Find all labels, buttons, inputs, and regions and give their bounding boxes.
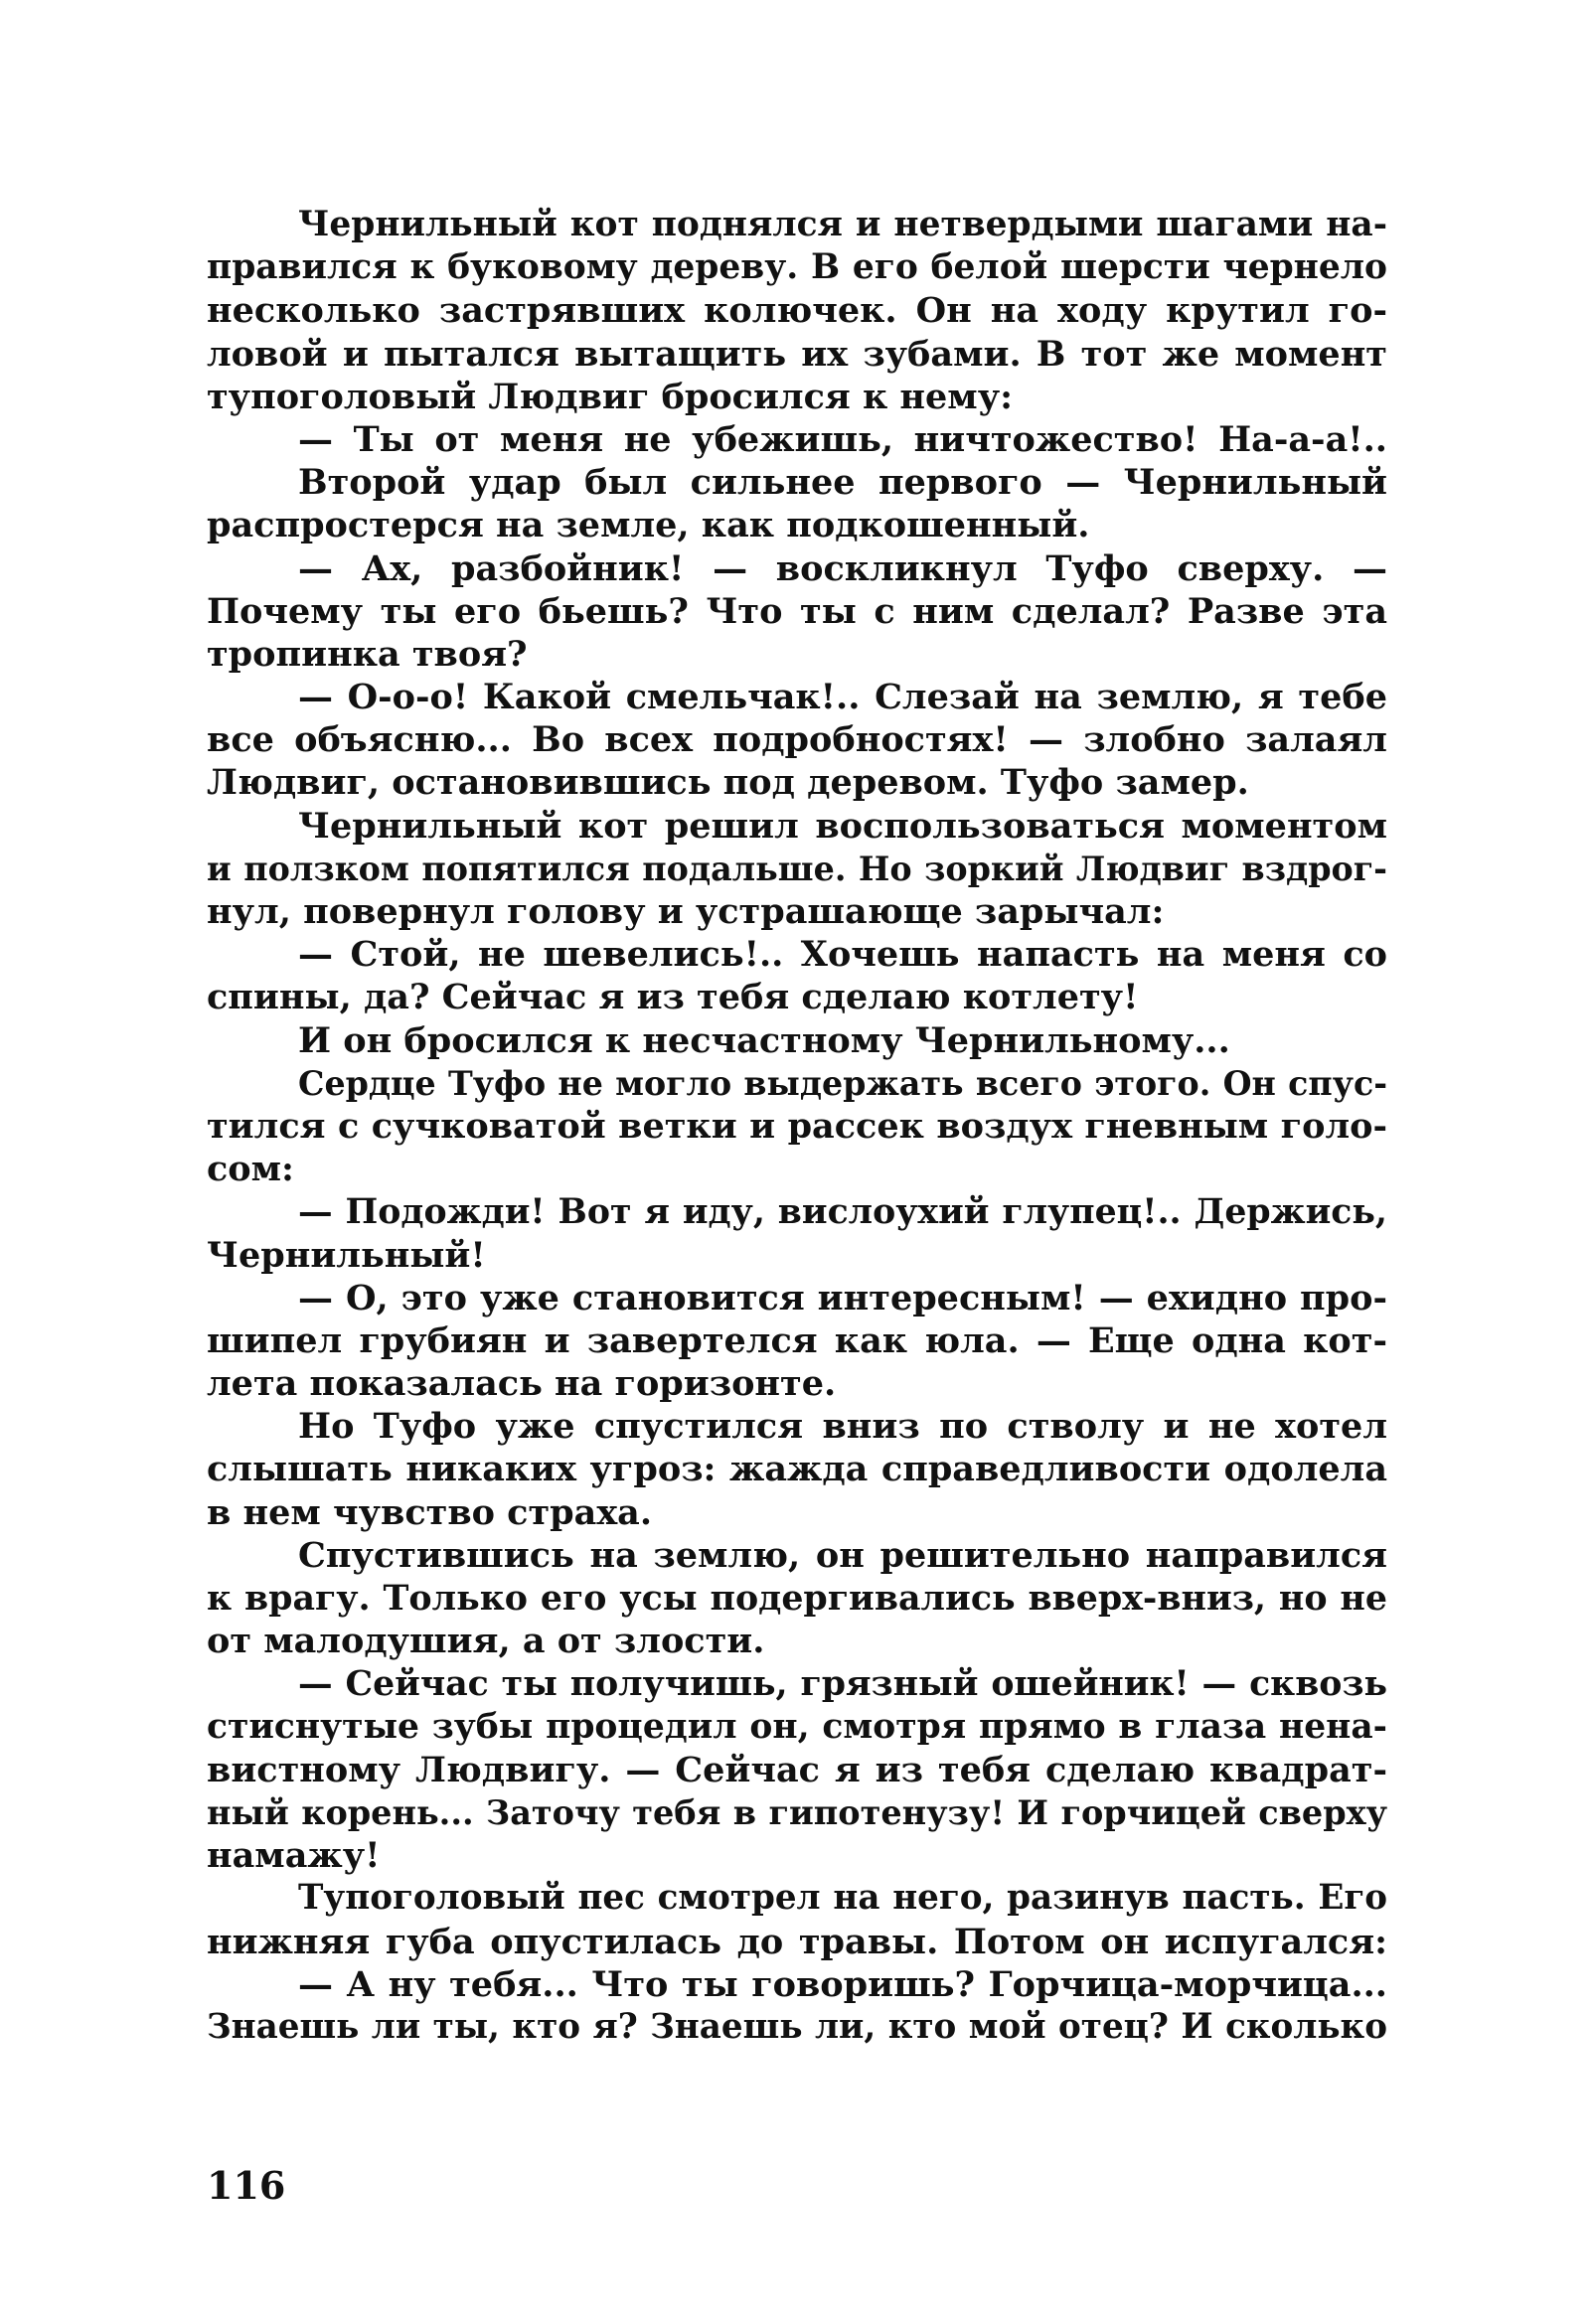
page-number: 116 [207, 2163, 286, 2208]
text-line: тупоголовый Людвиг бросился к нему: [207, 376, 1014, 417]
text-line: ный корень... Заточу тебя в гипотенузу! И горчицей сверху [207, 1792, 1387, 1832]
text-line: Почему ты его бьешь? Что ты с ним сделал? Разве эта [207, 590, 1387, 632]
text-line: вистному Людвигу. — Сейчас я из тебя сделаю квадрат- [207, 1749, 1387, 1790]
text-line: — Стой, не шевелись!.. Хочешь напасть на меня со [298, 934, 1387, 976]
text-line: от малодушия, а от злости. [207, 1621, 765, 1662]
text-line: ловой и пытался вытащить их зубами. В тот же момент [207, 333, 1387, 375]
text-line: стиснутые зубы процедил он, смотря прямо в глаза нена- [207, 1706, 1387, 1747]
text-line: — О-о-о! Какой смельчак!.. Слезай на землю, я тебе [298, 677, 1387, 718]
text-line: слышать никаких угроз: жажда справедливости одолела [207, 1449, 1387, 1490]
text-line: Тупоголовый пес смотрел на него, разинув пасть. Его [298, 1878, 1387, 1919]
text-line: Знаешь ли ты, кто я? Знаешь ли, кто мой отец? И сколько [207, 2006, 1387, 2047]
text-line: Чернильный кот поднялся и нетвердыми шагами на- [298, 205, 1387, 244]
text-line: И он бросился к несчастному Чернильному... [298, 1019, 1230, 1061]
text-line: — А ну тебя... Что ты говоришь? Горчица-морчица... [298, 1963, 1387, 2005]
text-line: — О, это уже становится интересным! — ехидно про- [298, 1277, 1387, 1318]
text-line: к врагу. Только его усы подергивались вверх-вниз, но не [207, 1578, 1387, 1619]
text-line: в нем чувство страха. [207, 1491, 653, 1533]
text-line: сом: [207, 1149, 294, 1190]
text-line: — Подожди! Вот я иду, вислоухий глупец!.. Держись, [298, 1191, 1387, 1233]
text-line: нул, повернул голову и устрашающе зарычал: [207, 891, 1165, 932]
text-line: — Ты от меня не убежишь, ничтожество! На-а-а!.. [298, 418, 1387, 460]
text-line: и ползком попятился подальше. Но зоркий Людвиг вздрог- [207, 849, 1387, 888]
text-line: правился к буковому дереву. В его белой шерсти чернело [207, 247, 1387, 288]
text-line: шипел грубиян и завертелся как юла. — Еще одна кот- [207, 1319, 1387, 1361]
text-line: тился с сучковатой ветки и рассек воздух гневным голо- [207, 1105, 1387, 1147]
text-line: Но Туфо уже спустился вниз по стволу и не хотел [298, 1406, 1387, 1448]
text-line: распростерся на земле, как подкошенный. [207, 505, 1090, 546]
text-line: спины, да? Сейчас я из тебя сделаю котлету! [207, 977, 1139, 1018]
text-line: нижняя губа опустилась до травы. Потом он испугался: [207, 1921, 1387, 1962]
text-line: лета показалась на горизонте. [207, 1363, 837, 1405]
text-line: Чернильный! [207, 1234, 486, 1276]
body-text [207, 204, 1387, 2049]
text-line: все объясню... Во всех подробностях! — злобно залаял [207, 719, 1387, 761]
text-line: Спустившись на землю, он решительно направился [298, 1534, 1387, 1576]
text-line: тропинка твоя? [207, 633, 528, 675]
text-line: Чернильный кот решил воспользоваться моментом [298, 805, 1387, 847]
text-line: Сердце Туфо не могло выдержать всего этого. Он спус- [298, 1063, 1387, 1103]
text-line: намажу! [207, 1835, 381, 1877]
text-line: несколько застрявших колючек. Он на ходу крутил го- [207, 290, 1387, 332]
text-line: — Ах, разбойник! — воскликнул Туфо сверху. — [298, 547, 1387, 589]
text-line: Людвиг, остановившись под деревом. Туфо замер. [207, 762, 1249, 804]
text-line: Второй удар был сильнее первого — Чернильный [298, 462, 1387, 504]
text-line: — Сейчас ты получишь, грязный ошейник! — сквозь [298, 1663, 1387, 1705]
